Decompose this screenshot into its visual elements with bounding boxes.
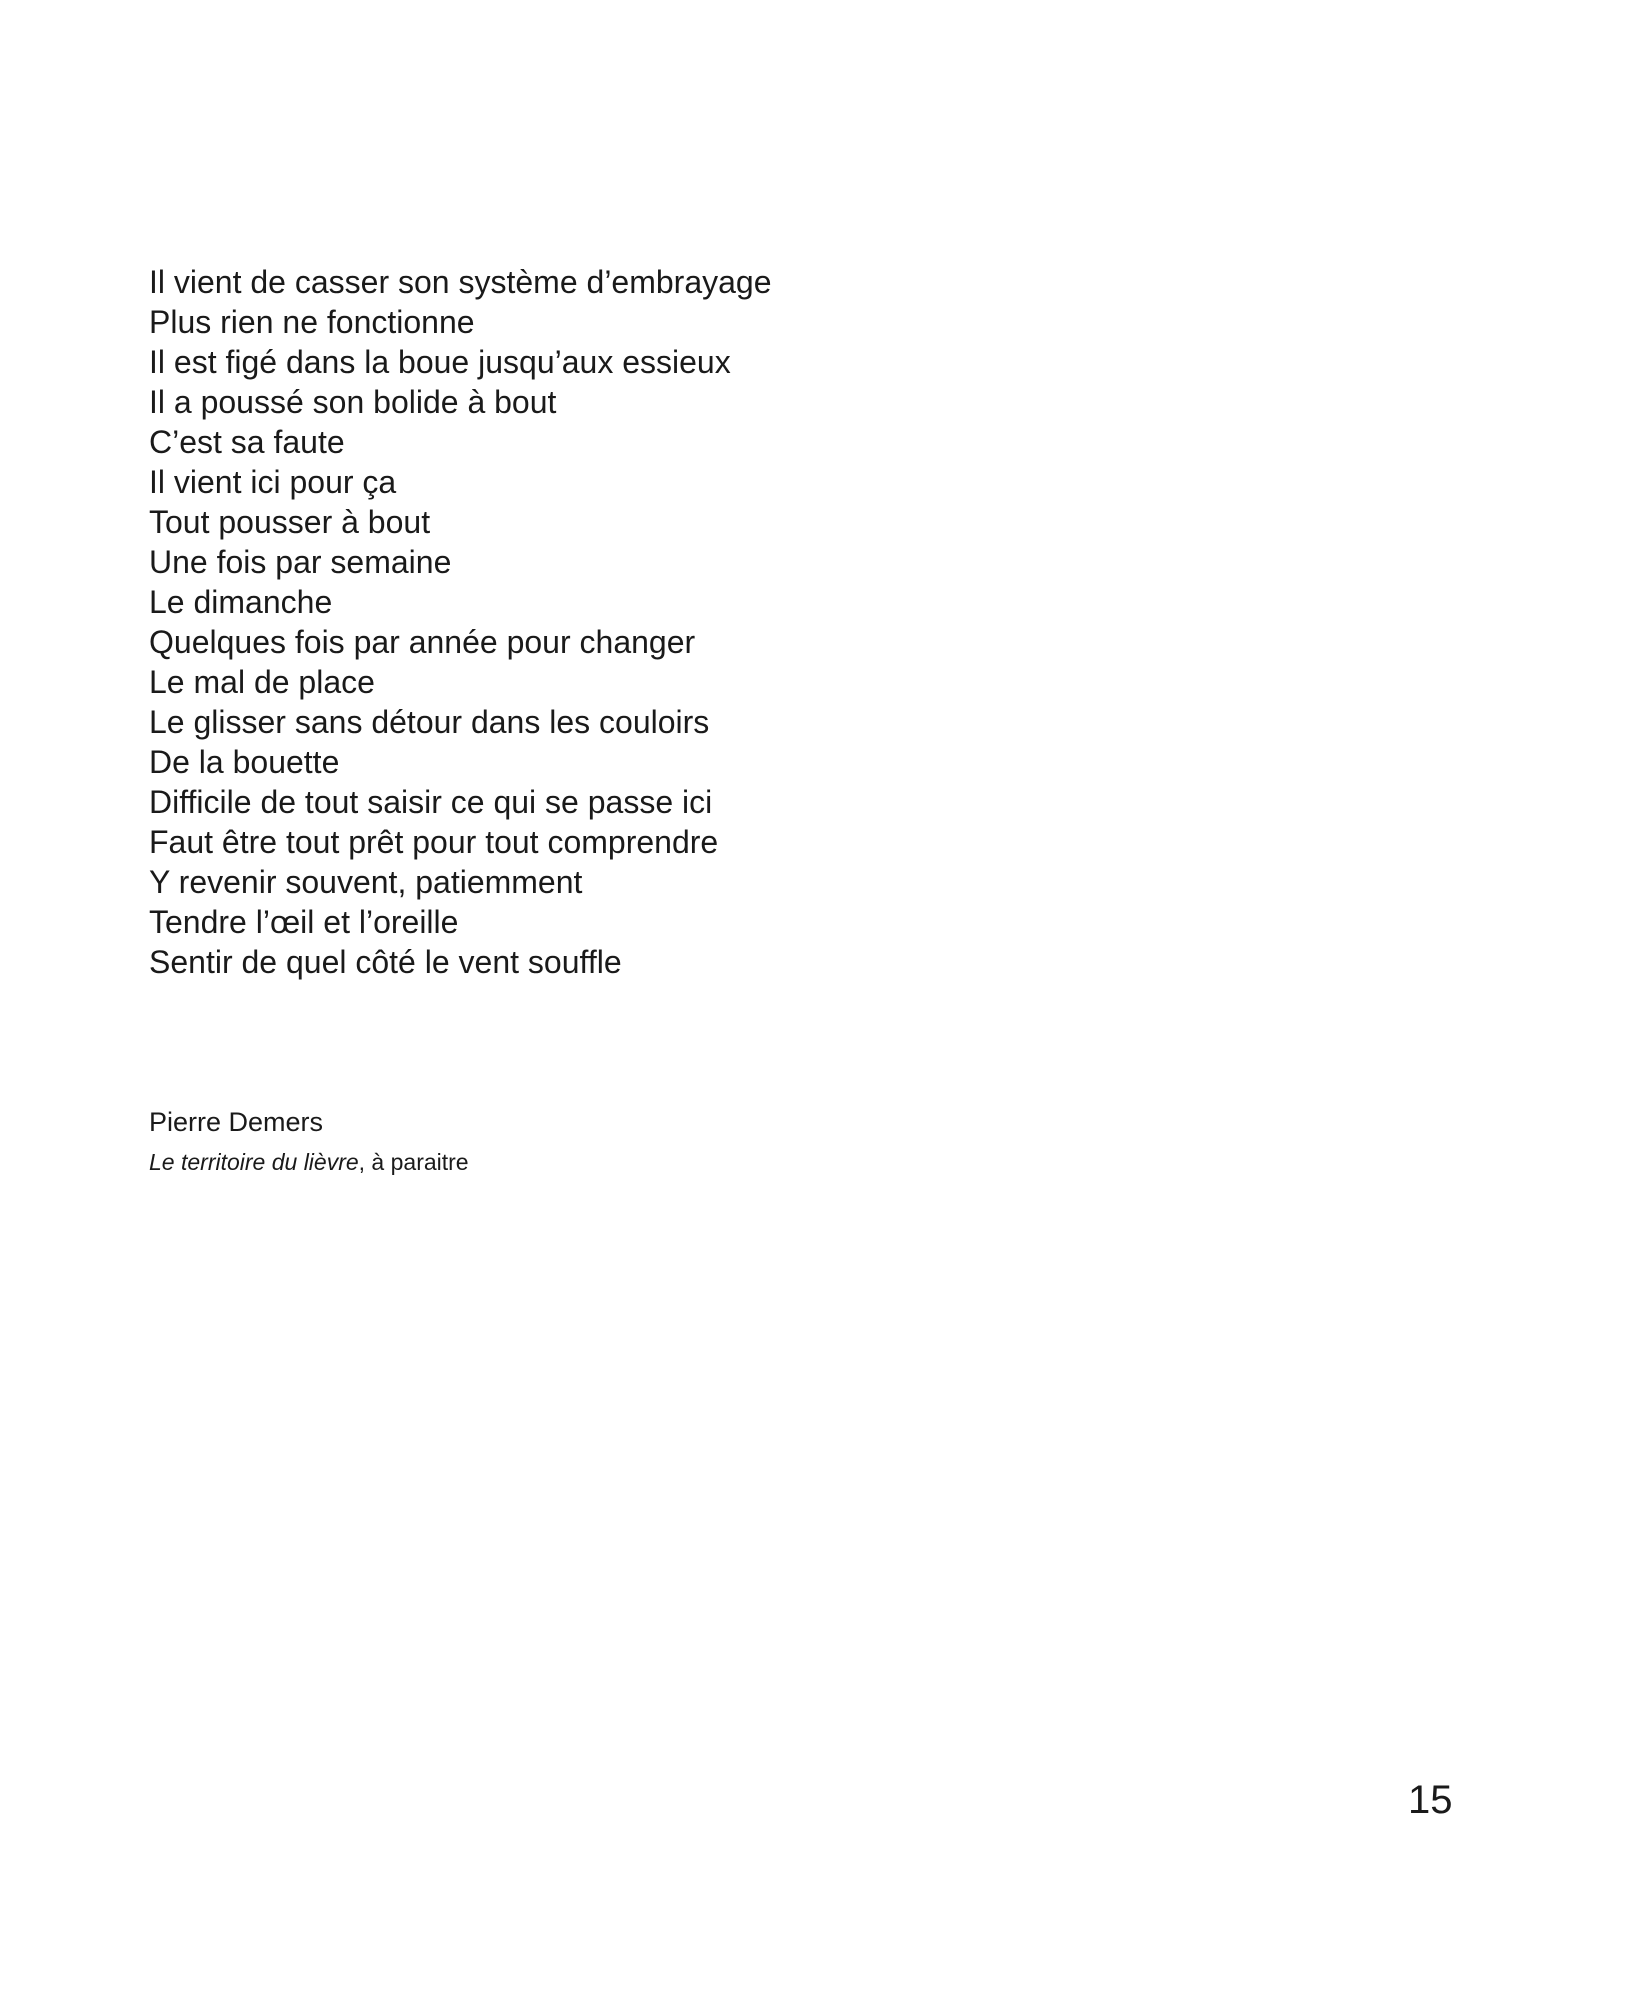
poem-line: Il vient de casser son système d’embrayage (149, 264, 772, 300)
poem-line: Tendre l’œil et l’oreille (149, 904, 459, 940)
poem-line: C’est sa faute (149, 424, 345, 460)
attribution (149, 1104, 469, 1180)
poem-line: Le dimanche (149, 584, 333, 620)
book-title: Le territoire du lièvre (149, 1149, 359, 1175)
poem-line: Il vient ici pour ça (149, 464, 397, 500)
source-citation (149, 1144, 469, 1180)
poem-line: Tout pousser à bout (149, 504, 431, 540)
poem-line: Plus rien ne fonctionne (149, 304, 475, 340)
poem-line: Y revenir souvent, patiemment (149, 864, 583, 900)
poem (149, 262, 772, 982)
poem-line: Difficile de tout saisir ce qui se passe ici (149, 784, 713, 820)
author-name: Pierre Demers (149, 1107, 324, 1137)
poem-line: De la bouette (149, 744, 340, 780)
poem-line: Une fois par semaine (149, 544, 452, 580)
page-number: 15 (1408, 1778, 1453, 1822)
poem-line: Il est figé dans la boue jusqu’aux essieux (149, 344, 731, 380)
poem-line: Faut être tout prêt pour tout comprendre (149, 824, 719, 860)
poem-line: Le mal de place (149, 664, 375, 700)
poem-line: Il a poussé son bolide à bout (149, 384, 557, 420)
poem-line: Sentir de quel côté le vent souffle (149, 944, 622, 980)
poem-line: Le glisser sans détour dans les couloirs (149, 704, 710, 740)
poem-line: Quelques fois par année pour changer (149, 624, 696, 660)
book-note: , à paraitre (358, 1149, 469, 1175)
